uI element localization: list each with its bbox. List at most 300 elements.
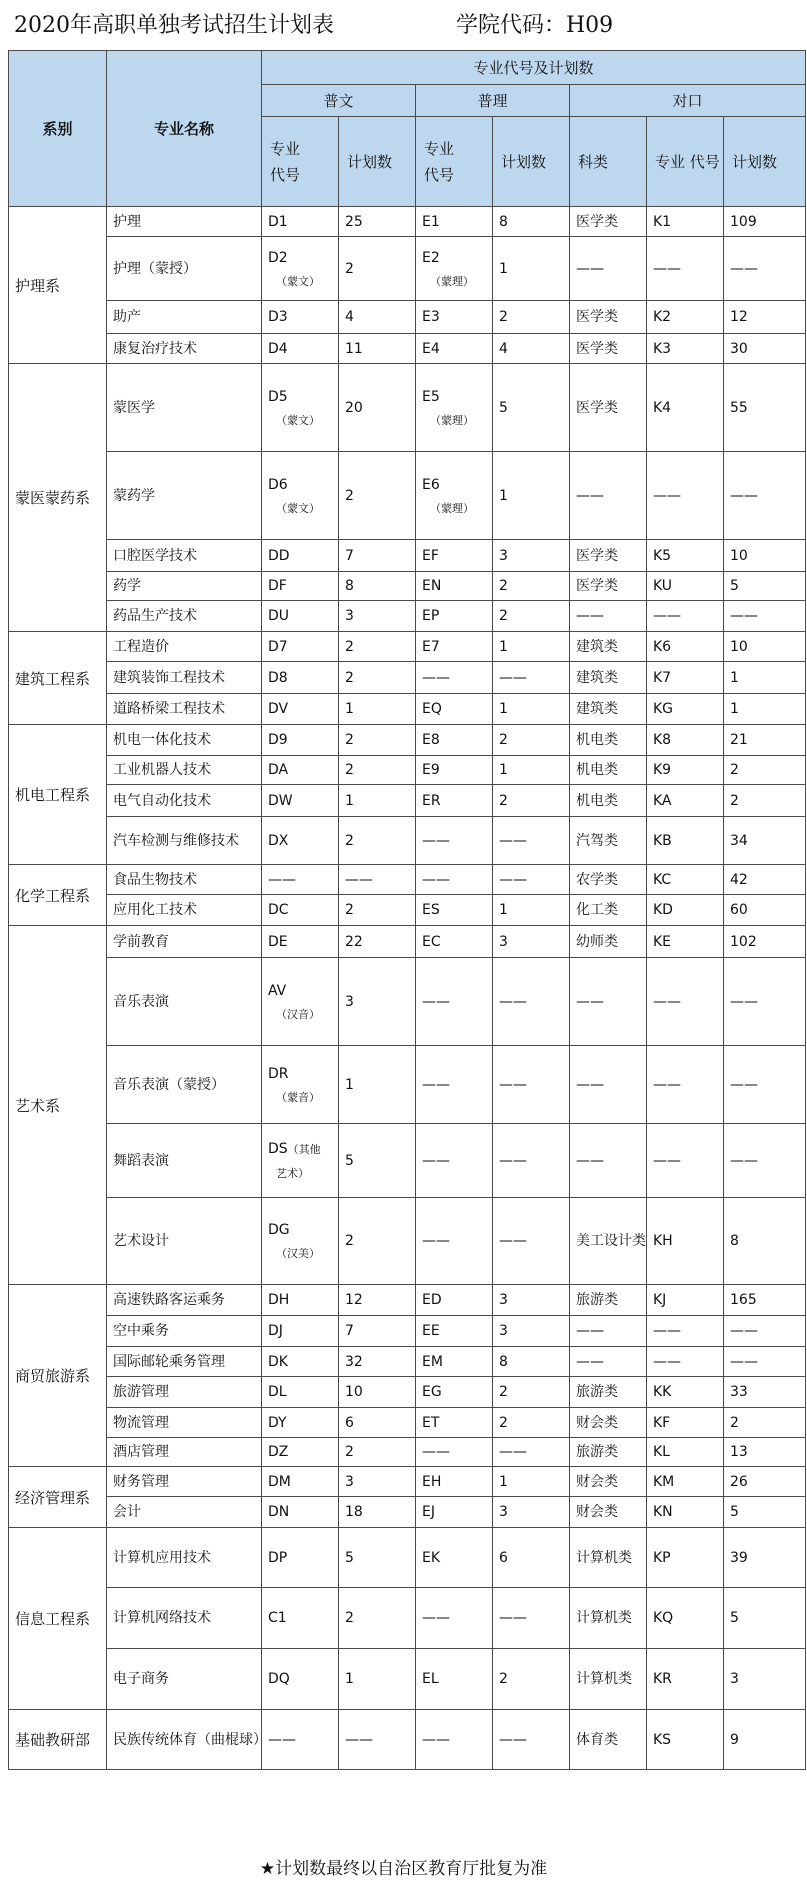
- kelei-cell: 建筑类: [570, 632, 647, 662]
- pw-plan-cell: 32: [339, 1347, 416, 1377]
- table-row: [9, 1124, 806, 1198]
- major-cell: 药学: [107, 572, 262, 601]
- dk-code-cell: ——: [647, 1124, 724, 1198]
- kelei-cell: 农学类: [570, 865, 647, 895]
- table-row: [9, 895, 806, 926]
- dk-code-cell: K9: [647, 756, 724, 785]
- pl-code-cell: ED: [416, 1285, 493, 1316]
- pl-plan-cell: 5: [493, 364, 570, 452]
- pw-code-cell: DD: [262, 540, 339, 572]
- pw-plan-cell: 10: [339, 1377, 416, 1408]
- pw-code-cell: DU: [262, 601, 339, 632]
- pw-code-cell: DC: [262, 895, 339, 926]
- footer-note: ★计划数最终以自治区教育厅批复为准: [259, 1859, 548, 1879]
- kelei-cell: 体育类: [570, 1710, 647, 1770]
- title-row: [14, 6, 804, 46]
- table-row: [9, 662, 806, 694]
- table-row: [9, 1467, 806, 1497]
- major-cell: 电气自动化技术: [107, 785, 262, 817]
- pl-plan-cell: 1: [493, 632, 570, 662]
- pl-code-cell: ES: [416, 895, 493, 926]
- pw-code-cell: DE: [262, 926, 339, 958]
- table-row: [9, 1316, 806, 1347]
- pl-plan-cell: 6: [493, 1528, 570, 1588]
- dk-code-cell: KM: [647, 1467, 724, 1497]
- pw-plan-cell: 2: [339, 1198, 416, 1285]
- pl-plan-cell: 2: [493, 1377, 570, 1408]
- pw-plan-cell: 5: [339, 1528, 416, 1588]
- pw-code-cell: DM: [262, 1467, 339, 1497]
- pw-code-cell: DQ: [262, 1649, 339, 1710]
- dk-plan-cell: 34: [724, 817, 806, 865]
- table-row: [9, 756, 806, 785]
- header-major: 专业名称: [107, 51, 262, 207]
- pw-plan-cell: 18: [339, 1497, 416, 1528]
- pl-code-cell: ——: [416, 865, 493, 895]
- pw-plan-cell: 1: [339, 785, 416, 817]
- pw-code-cell: D1: [262, 207, 339, 237]
- dk-code-cell: KU: [647, 572, 724, 601]
- dk-plan-cell: 165: [724, 1285, 806, 1316]
- major-cell: 学前教育: [107, 926, 262, 958]
- kelei-cell: 计算机类: [570, 1588, 647, 1649]
- major-cell: 计算机应用技术: [107, 1528, 262, 1588]
- kelei-cell: ——: [570, 601, 647, 632]
- kelei-cell: 财会类: [570, 1497, 647, 1528]
- pw-code-cell: DG （汉美）: [262, 1198, 339, 1285]
- dk-code-cell: ——: [647, 452, 724, 540]
- pw-plan-cell: 2: [339, 452, 416, 540]
- pl-code-cell: EQ: [416, 694, 493, 725]
- pw-code-cell: DL: [262, 1377, 339, 1408]
- table-row: [9, 1497, 806, 1528]
- header-dk-code: 专业 代号: [647, 117, 724, 207]
- dk-plan-cell: 13: [724, 1438, 806, 1467]
- dk-code-cell: ——: [647, 1046, 724, 1124]
- pl-code-cell: E2 （蒙理）: [416, 237, 493, 301]
- dk-code-cell: ——: [647, 1347, 724, 1377]
- dk-plan-cell: 8: [724, 1198, 806, 1285]
- pl-plan-cell: 2: [493, 1408, 570, 1438]
- pw-plan-cell: 12: [339, 1285, 416, 1316]
- dk-plan-cell: ——: [724, 601, 806, 632]
- dk-plan-cell: 2: [724, 785, 806, 817]
- pw-plan-cell: 8: [339, 572, 416, 601]
- pl-code-cell: E9: [416, 756, 493, 785]
- pl-code-cell: ——: [416, 1588, 493, 1649]
- table-row: [9, 1438, 806, 1467]
- dept-cell: 建筑工程系: [9, 632, 107, 725]
- dk-plan-cell: 1: [724, 694, 806, 725]
- pl-code-cell: EK: [416, 1528, 493, 1588]
- major-cell: 护理（蒙授）: [107, 237, 262, 301]
- dk-code-cell: K7: [647, 662, 724, 694]
- dk-plan-cell: 109: [724, 207, 806, 237]
- header-kelei: 科类: [570, 117, 647, 207]
- kelei-cell: 美工设计类: [570, 1198, 647, 1285]
- pw-plan-cell: 1: [339, 1046, 416, 1124]
- pl-plan-cell: 8: [493, 1347, 570, 1377]
- major-cell: 计算机网络技术: [107, 1588, 262, 1649]
- header-puli: 普理: [416, 85, 570, 117]
- table-row: [9, 1377, 806, 1408]
- pl-code-cell: ——: [416, 817, 493, 865]
- major-cell: 口腔医学技术: [107, 540, 262, 572]
- table-row: [9, 694, 806, 725]
- pw-code-cell: D7: [262, 632, 339, 662]
- kelei-cell: ——: [570, 958, 647, 1046]
- dept-cell: 艺术系: [9, 926, 107, 1285]
- dk-plan-cell: ——: [724, 1316, 806, 1347]
- kelei-cell: ——: [570, 1316, 647, 1347]
- pw-code-cell: DS（其他 艺术）: [262, 1124, 339, 1198]
- header-dept: 系别: [9, 51, 107, 207]
- major-cell: 会计: [107, 1497, 262, 1528]
- major-cell: 音乐表演: [107, 958, 262, 1046]
- pw-code-cell: DX: [262, 817, 339, 865]
- kelei-cell: 计算机类: [570, 1649, 647, 1710]
- dept-cell: 机电工程系: [9, 725, 107, 865]
- kelei-cell: 幼师类: [570, 926, 647, 958]
- dept-cell: 蒙医蒙药系: [9, 364, 107, 632]
- dk-code-cell: K2: [647, 301, 724, 334]
- dk-code-cell: KB: [647, 817, 724, 865]
- kelei-cell: 机电类: [570, 725, 647, 756]
- pl-code-cell: EH: [416, 1467, 493, 1497]
- pl-plan-cell: 1: [493, 452, 570, 540]
- pl-plan-cell: 3: [493, 1497, 570, 1528]
- pw-plan-cell: 3: [339, 601, 416, 632]
- dk-plan-cell: 39: [724, 1528, 806, 1588]
- kelei-cell: 旅游类: [570, 1377, 647, 1408]
- pw-code-cell: DY: [262, 1408, 339, 1438]
- header-dk-plan: 计划数: [724, 117, 806, 207]
- pl-plan-cell: 2: [493, 785, 570, 817]
- dk-code-cell: ——: [647, 1316, 724, 1347]
- pw-code-cell: D3: [262, 301, 339, 334]
- major-cell: 电子商务: [107, 1649, 262, 1710]
- pl-code-cell: ——: [416, 1046, 493, 1124]
- kelei-cell: 医学类: [570, 334, 647, 364]
- table-row: [9, 572, 806, 601]
- table-row: [9, 1198, 806, 1285]
- pl-code-cell: EJ: [416, 1497, 493, 1528]
- kelei-cell: ——: [570, 237, 647, 301]
- dk-plan-cell: 2: [724, 756, 806, 785]
- table-row: [9, 926, 806, 958]
- dk-code-cell: KD: [647, 895, 724, 926]
- major-cell: 药品生产技术: [107, 601, 262, 632]
- table-row: [9, 1588, 806, 1649]
- dk-code-cell: KF: [647, 1408, 724, 1438]
- pw-plan-cell: ——: [339, 1710, 416, 1770]
- major-cell: 建筑装饰工程技术: [107, 662, 262, 694]
- pw-plan-cell: 4: [339, 301, 416, 334]
- dk-plan-cell: 3: [724, 1649, 806, 1710]
- major-cell: 物流管理: [107, 1408, 262, 1438]
- major-cell: 舞蹈表演: [107, 1124, 262, 1198]
- header-pw-code: 专业 代号: [262, 117, 339, 207]
- dk-plan-cell: 10: [724, 632, 806, 662]
- pw-code-cell: DK: [262, 1347, 339, 1377]
- pw-code-cell: DJ: [262, 1316, 339, 1347]
- pw-code-cell: ——: [262, 865, 339, 895]
- pl-plan-cell: 8: [493, 207, 570, 237]
- dk-plan-cell: ——: [724, 1046, 806, 1124]
- pw-plan-cell: 2: [339, 1588, 416, 1649]
- major-cell: 空中乘务: [107, 1316, 262, 1347]
- table-row: [9, 1046, 806, 1124]
- header-pw-plan: 计划数: [339, 117, 416, 207]
- pw-code-cell: DN: [262, 1497, 339, 1528]
- pw-plan-cell: 3: [339, 958, 416, 1046]
- kelei-cell: 机电类: [570, 756, 647, 785]
- kelei-cell: 医学类: [570, 572, 647, 601]
- dk-plan-cell: 1: [724, 662, 806, 694]
- major-cell: 民族传统体育（曲棍球）: [107, 1710, 262, 1770]
- dk-code-cell: K5: [647, 540, 724, 572]
- pw-plan-cell: 1: [339, 1649, 416, 1710]
- table-row: [9, 725, 806, 756]
- table-row: [9, 1710, 806, 1770]
- dk-plan-cell: 5: [724, 1497, 806, 1528]
- kelei-cell: 医学类: [570, 540, 647, 572]
- pl-code-cell: ER: [416, 785, 493, 817]
- pl-plan-cell: 1: [493, 1467, 570, 1497]
- pw-plan-cell: 20: [339, 364, 416, 452]
- dk-code-cell: KH: [647, 1198, 724, 1285]
- dk-plan-cell: ——: [724, 1347, 806, 1377]
- major-cell: 国际邮轮乘务管理: [107, 1347, 262, 1377]
- dk-code-cell: KS: [647, 1710, 724, 1770]
- table-row: [9, 1347, 806, 1377]
- table-row: [9, 301, 806, 334]
- dept-cell: 经济管理系: [9, 1467, 107, 1528]
- enrollment-plan-table: [8, 50, 806, 1770]
- dk-code-cell: KK: [647, 1377, 724, 1408]
- major-cell: 机电一体化技术: [107, 725, 262, 756]
- major-cell: 蒙医学: [107, 364, 262, 452]
- pl-code-cell: EP: [416, 601, 493, 632]
- kelei-cell: 建筑类: [570, 662, 647, 694]
- pw-plan-cell: 22: [339, 926, 416, 958]
- dk-plan-cell: 21: [724, 725, 806, 756]
- pl-plan-cell: ——: [493, 1438, 570, 1467]
- kelei-cell: 医学类: [570, 207, 647, 237]
- pw-plan-cell: 2: [339, 1438, 416, 1467]
- pl-code-cell: E7: [416, 632, 493, 662]
- pl-plan-cell: 1: [493, 237, 570, 301]
- dk-plan-cell: 33: [724, 1377, 806, 1408]
- table-row: [9, 540, 806, 572]
- pl-code-cell: ET: [416, 1408, 493, 1438]
- pw-code-cell: DA: [262, 756, 339, 785]
- pw-code-cell: DP: [262, 1528, 339, 1588]
- kelei-cell: ——: [570, 1046, 647, 1124]
- pl-code-cell: E1: [416, 207, 493, 237]
- kelei-cell: ——: [570, 452, 647, 540]
- pl-code-cell: E4: [416, 334, 493, 364]
- pw-plan-cell: 1: [339, 694, 416, 725]
- kelei-cell: 汽驾类: [570, 817, 647, 865]
- major-cell: 工业机器人技术: [107, 756, 262, 785]
- pw-plan-cell: 7: [339, 1316, 416, 1347]
- pw-plan-cell: 3: [339, 1467, 416, 1497]
- dk-code-cell: KL: [647, 1438, 724, 1467]
- table-row: [9, 785, 806, 817]
- dk-plan-cell: 102: [724, 926, 806, 958]
- dk-plan-cell: 42: [724, 865, 806, 895]
- pl-code-cell: ——: [416, 1124, 493, 1198]
- pl-code-cell: EE: [416, 1316, 493, 1347]
- dk-code-cell: ——: [647, 601, 724, 632]
- dk-plan-cell: 12: [724, 301, 806, 334]
- dk-code-cell: KA: [647, 785, 724, 817]
- dk-plan-cell: 60: [724, 895, 806, 926]
- dept-cell: 商贸旅游系: [9, 1285, 107, 1467]
- major-cell: 汽车检测与维修技术: [107, 817, 262, 865]
- pw-code-cell: D2 （蒙文）: [262, 237, 339, 301]
- pl-code-cell: EL: [416, 1649, 493, 1710]
- kelei-cell: 医学类: [570, 364, 647, 452]
- pl-plan-cell: ——: [493, 1588, 570, 1649]
- dk-code-cell: KN: [647, 1497, 724, 1528]
- pw-code-cell: D5 （蒙文）: [262, 364, 339, 452]
- kelei-cell: 财会类: [570, 1408, 647, 1438]
- header-puwen: 普文: [262, 85, 416, 117]
- pw-plan-cell: ——: [339, 865, 416, 895]
- pw-code-cell: DR （蒙音）: [262, 1046, 339, 1124]
- dk-plan-cell: ——: [724, 1124, 806, 1198]
- pl-code-cell: E8: [416, 725, 493, 756]
- dept-cell: 基础教研部: [9, 1710, 107, 1770]
- header-pl-code: 专业 代号: [416, 117, 493, 207]
- table-row: [9, 958, 806, 1046]
- kelei-cell: 化工类: [570, 895, 647, 926]
- pl-plan-cell: 2: [493, 601, 570, 632]
- dk-code-cell: ——: [647, 958, 724, 1046]
- pw-code-cell: AV （汉音）: [262, 958, 339, 1046]
- kelei-cell: 机电类: [570, 785, 647, 817]
- major-cell: 道路桥梁工程技术: [107, 694, 262, 725]
- pl-plan-cell: 1: [493, 756, 570, 785]
- table-row: [9, 1408, 806, 1438]
- pw-plan-cell: 25: [339, 207, 416, 237]
- dk-plan-cell: 10: [724, 540, 806, 572]
- dept-cell: 化学工程系: [9, 865, 107, 926]
- pw-code-cell: C1: [262, 1588, 339, 1649]
- table-row: [9, 452, 806, 540]
- pl-code-cell: EC: [416, 926, 493, 958]
- pl-code-cell: EG: [416, 1377, 493, 1408]
- major-cell: 蒙药学: [107, 452, 262, 540]
- dk-code-cell: ——: [647, 237, 724, 301]
- header-group: 专业代号及计划数: [262, 51, 806, 85]
- major-cell: 音乐表演（蒙授）: [107, 1046, 262, 1124]
- major-cell: 助产: [107, 301, 262, 334]
- table-row: [9, 207, 806, 237]
- dk-plan-cell: ——: [724, 237, 806, 301]
- pl-plan-cell: ——: [493, 865, 570, 895]
- major-cell: 高速铁路客运乘务: [107, 1285, 262, 1316]
- major-cell: 艺术设计: [107, 1198, 262, 1285]
- pl-plan-cell: 2: [493, 1649, 570, 1710]
- dk-plan-cell: ——: [724, 958, 806, 1046]
- table-row: [9, 1528, 806, 1588]
- major-cell: 工程造价: [107, 632, 262, 662]
- pl-plan-cell: ——: [493, 1046, 570, 1124]
- major-cell: 财务管理: [107, 1467, 262, 1497]
- pw-code-cell: D8: [262, 662, 339, 694]
- pl-code-cell: EF: [416, 540, 493, 572]
- pl-code-cell: ——: [416, 958, 493, 1046]
- dk-code-cell: K8: [647, 725, 724, 756]
- dept-cell: 护理系: [9, 207, 107, 364]
- pl-plan-cell: ——: [493, 662, 570, 694]
- pw-plan-cell: 2: [339, 632, 416, 662]
- pl-plan-cell: ——: [493, 1198, 570, 1285]
- table-row: [9, 1649, 806, 1710]
- table-row: [9, 334, 806, 364]
- dk-plan-cell: 5: [724, 572, 806, 601]
- dk-plan-cell: 30: [724, 334, 806, 364]
- dk-plan-cell: ——: [724, 452, 806, 540]
- dept-cell: 信息工程系: [9, 1528, 107, 1710]
- pw-code-cell: D6 （蒙文）: [262, 452, 339, 540]
- dk-code-cell: K3: [647, 334, 724, 364]
- major-cell: 食品生物技术: [107, 865, 262, 895]
- pl-plan-cell: 2: [493, 572, 570, 601]
- major-cell: 旅游管理: [107, 1377, 262, 1408]
- pl-plan-cell: 3: [493, 926, 570, 958]
- kelei-cell: ——: [570, 1347, 647, 1377]
- pw-code-cell: DV: [262, 694, 339, 725]
- dk-code-cell: KJ: [647, 1285, 724, 1316]
- table-row: [9, 601, 806, 632]
- pl-code-cell: EM: [416, 1347, 493, 1377]
- pw-plan-cell: 2: [339, 895, 416, 926]
- dk-code-cell: KG: [647, 694, 724, 725]
- table-row: [9, 1285, 806, 1316]
- pw-plan-cell: 7: [339, 540, 416, 572]
- header-pl-plan: 计划数: [493, 117, 570, 207]
- pw-plan-cell: 2: [339, 756, 416, 785]
- dk-code-cell: K4: [647, 364, 724, 452]
- pl-plan-cell: ——: [493, 958, 570, 1046]
- pw-code-cell: DH: [262, 1285, 339, 1316]
- page-title: 2020年高职单独考试招生计划表: [14, 13, 334, 38]
- pw-code-cell: D4: [262, 334, 339, 364]
- pl-code-cell: ——: [416, 1198, 493, 1285]
- dk-plan-cell: 2: [724, 1408, 806, 1438]
- pl-code-cell: ——: [416, 1710, 493, 1770]
- dk-plan-cell: 55: [724, 364, 806, 452]
- pl-plan-cell: 1: [493, 694, 570, 725]
- kelei-cell: 财会类: [570, 1467, 647, 1497]
- pl-code-cell: ——: [416, 1438, 493, 1467]
- pl-plan-cell: 3: [493, 1285, 570, 1316]
- college-code: 学院代码：H09: [456, 13, 614, 38]
- major-cell: 康复治疗技术: [107, 334, 262, 364]
- table-row: [9, 364, 806, 452]
- pw-plan-cell: 2: [339, 662, 416, 694]
- pw-plan-cell: 2: [339, 725, 416, 756]
- pl-plan-cell: 3: [493, 1316, 570, 1347]
- dk-code-cell: K1: [647, 207, 724, 237]
- pl-code-cell: E5 （蒙理）: [416, 364, 493, 452]
- dk-code-cell: KP: [647, 1528, 724, 1588]
- dk-code-cell: KE: [647, 926, 724, 958]
